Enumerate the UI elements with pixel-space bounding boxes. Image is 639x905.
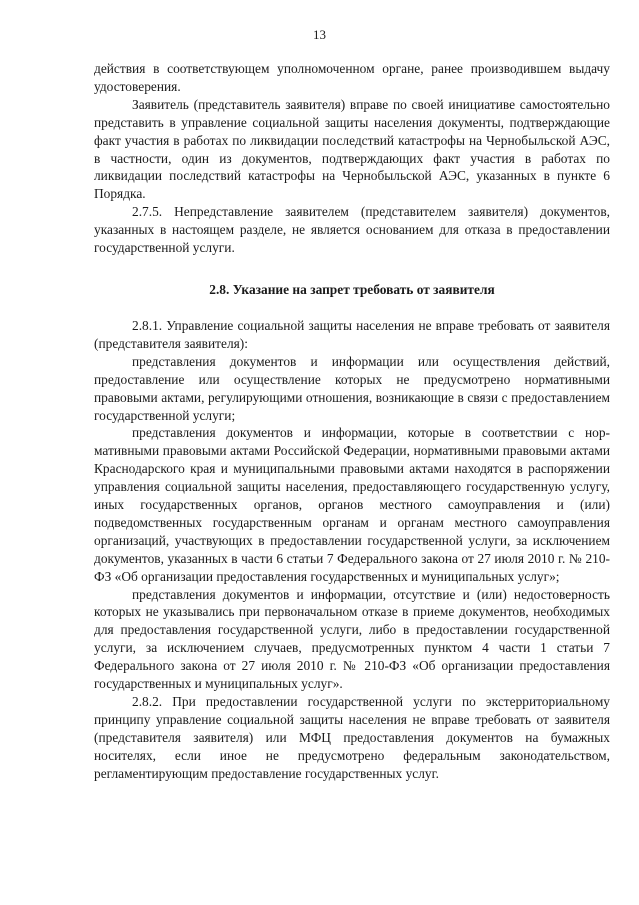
page-number: 13 xyxy=(313,27,326,42)
paragraph-continuation: действия в соответствующем уполномоченном органе, ранее производившем выдачу удостоверения. xyxy=(94,61,610,94)
paragraph-list-item-2: представления документов и информации, которые в соответствии с нормативными правовыми актами Российской Федерации, нормативными правовыми актами Краснодарского края и муниципальными правовыми актами находятся в распоряжении управления социальной защиты населения, предоставляющего государственную услугу, иных государственных органов, органов местного самоуправления и (или) подведомственных государственным органам и органам местного самоуправления организаций, участвующих в предоставлении государственной услуги, за исключением документов, указанных в части 6 статьи 7 Федерального закона от 27 июля 2010 г. № 210-ФЗ «Об организации предоставления государственных и муниципальных услуг»; xyxy=(94,425,610,584)
paragraph-2-8-2: 2.8.2. При предоставлении государственной услуги по экстерриториальному принципу управление социальной защиты населения не вправе требовать от заявителя (представителя заявителя) или МФЦ предоставления документов на бумажных носителях, если иное не предусмотрено федеральным законодательством, регламентирующим предоставление государственных услуг. xyxy=(94,694,610,781)
paragraph-applicant-right: Заявитель (представитель заявителя) вправе по своей инициативе самостоятельно представить в управление социальной защиты населения документы, подтверждающие факт участия в работах по ликвидации последствий катастрофы на Чернобыльской АЭС, в частности, один из документов, подтверждающих факт участия в работах по ликвидации последствий катастрофы на Чернобыльской АЭС, указанных в пункте 6 Порядка. xyxy=(94,96,610,202)
paragraph-list-item-1: представления документов и информации или осуществления действий, предоставление или осуществление которых не предусмотрено нормативными правовыми актами, регулирующими отношения, возникающие в связи с предоставлением государственной услуги; xyxy=(94,353,610,423)
paragraph-2-7-5: 2.7.5. Непредставление заявителем (представителем заявителя) документов, указанных в настоящем разделе, не является основанием для отказа в предоставлении государственной услуги. xyxy=(94,204,610,256)
paragraph-2-8-1: 2.8.1. Управление социальной защиты населения не вправе требовать от заявителя (представителя заявителя): xyxy=(94,317,610,351)
paragraph-list-item-3: представления документов и информации, отсутствие и (или) недостоверность которых не указывались при первоначальном отказе в приеме документов, необходимых для предоставления государственной услуги, либо в предоставлении государственной услуги, за исключением случаев, предусмотренных пунктом 4 части 1 статьи 7 Федерального закона от 27 июля 2010 г. № 210-ФЗ «Об организации предоставления государственных и муниципальных услуг». xyxy=(94,586,610,692)
section-heading-2-8: 2.8. Указание на запрет требовать от заявителя xyxy=(209,281,495,297)
document-body xyxy=(94,60,610,783)
